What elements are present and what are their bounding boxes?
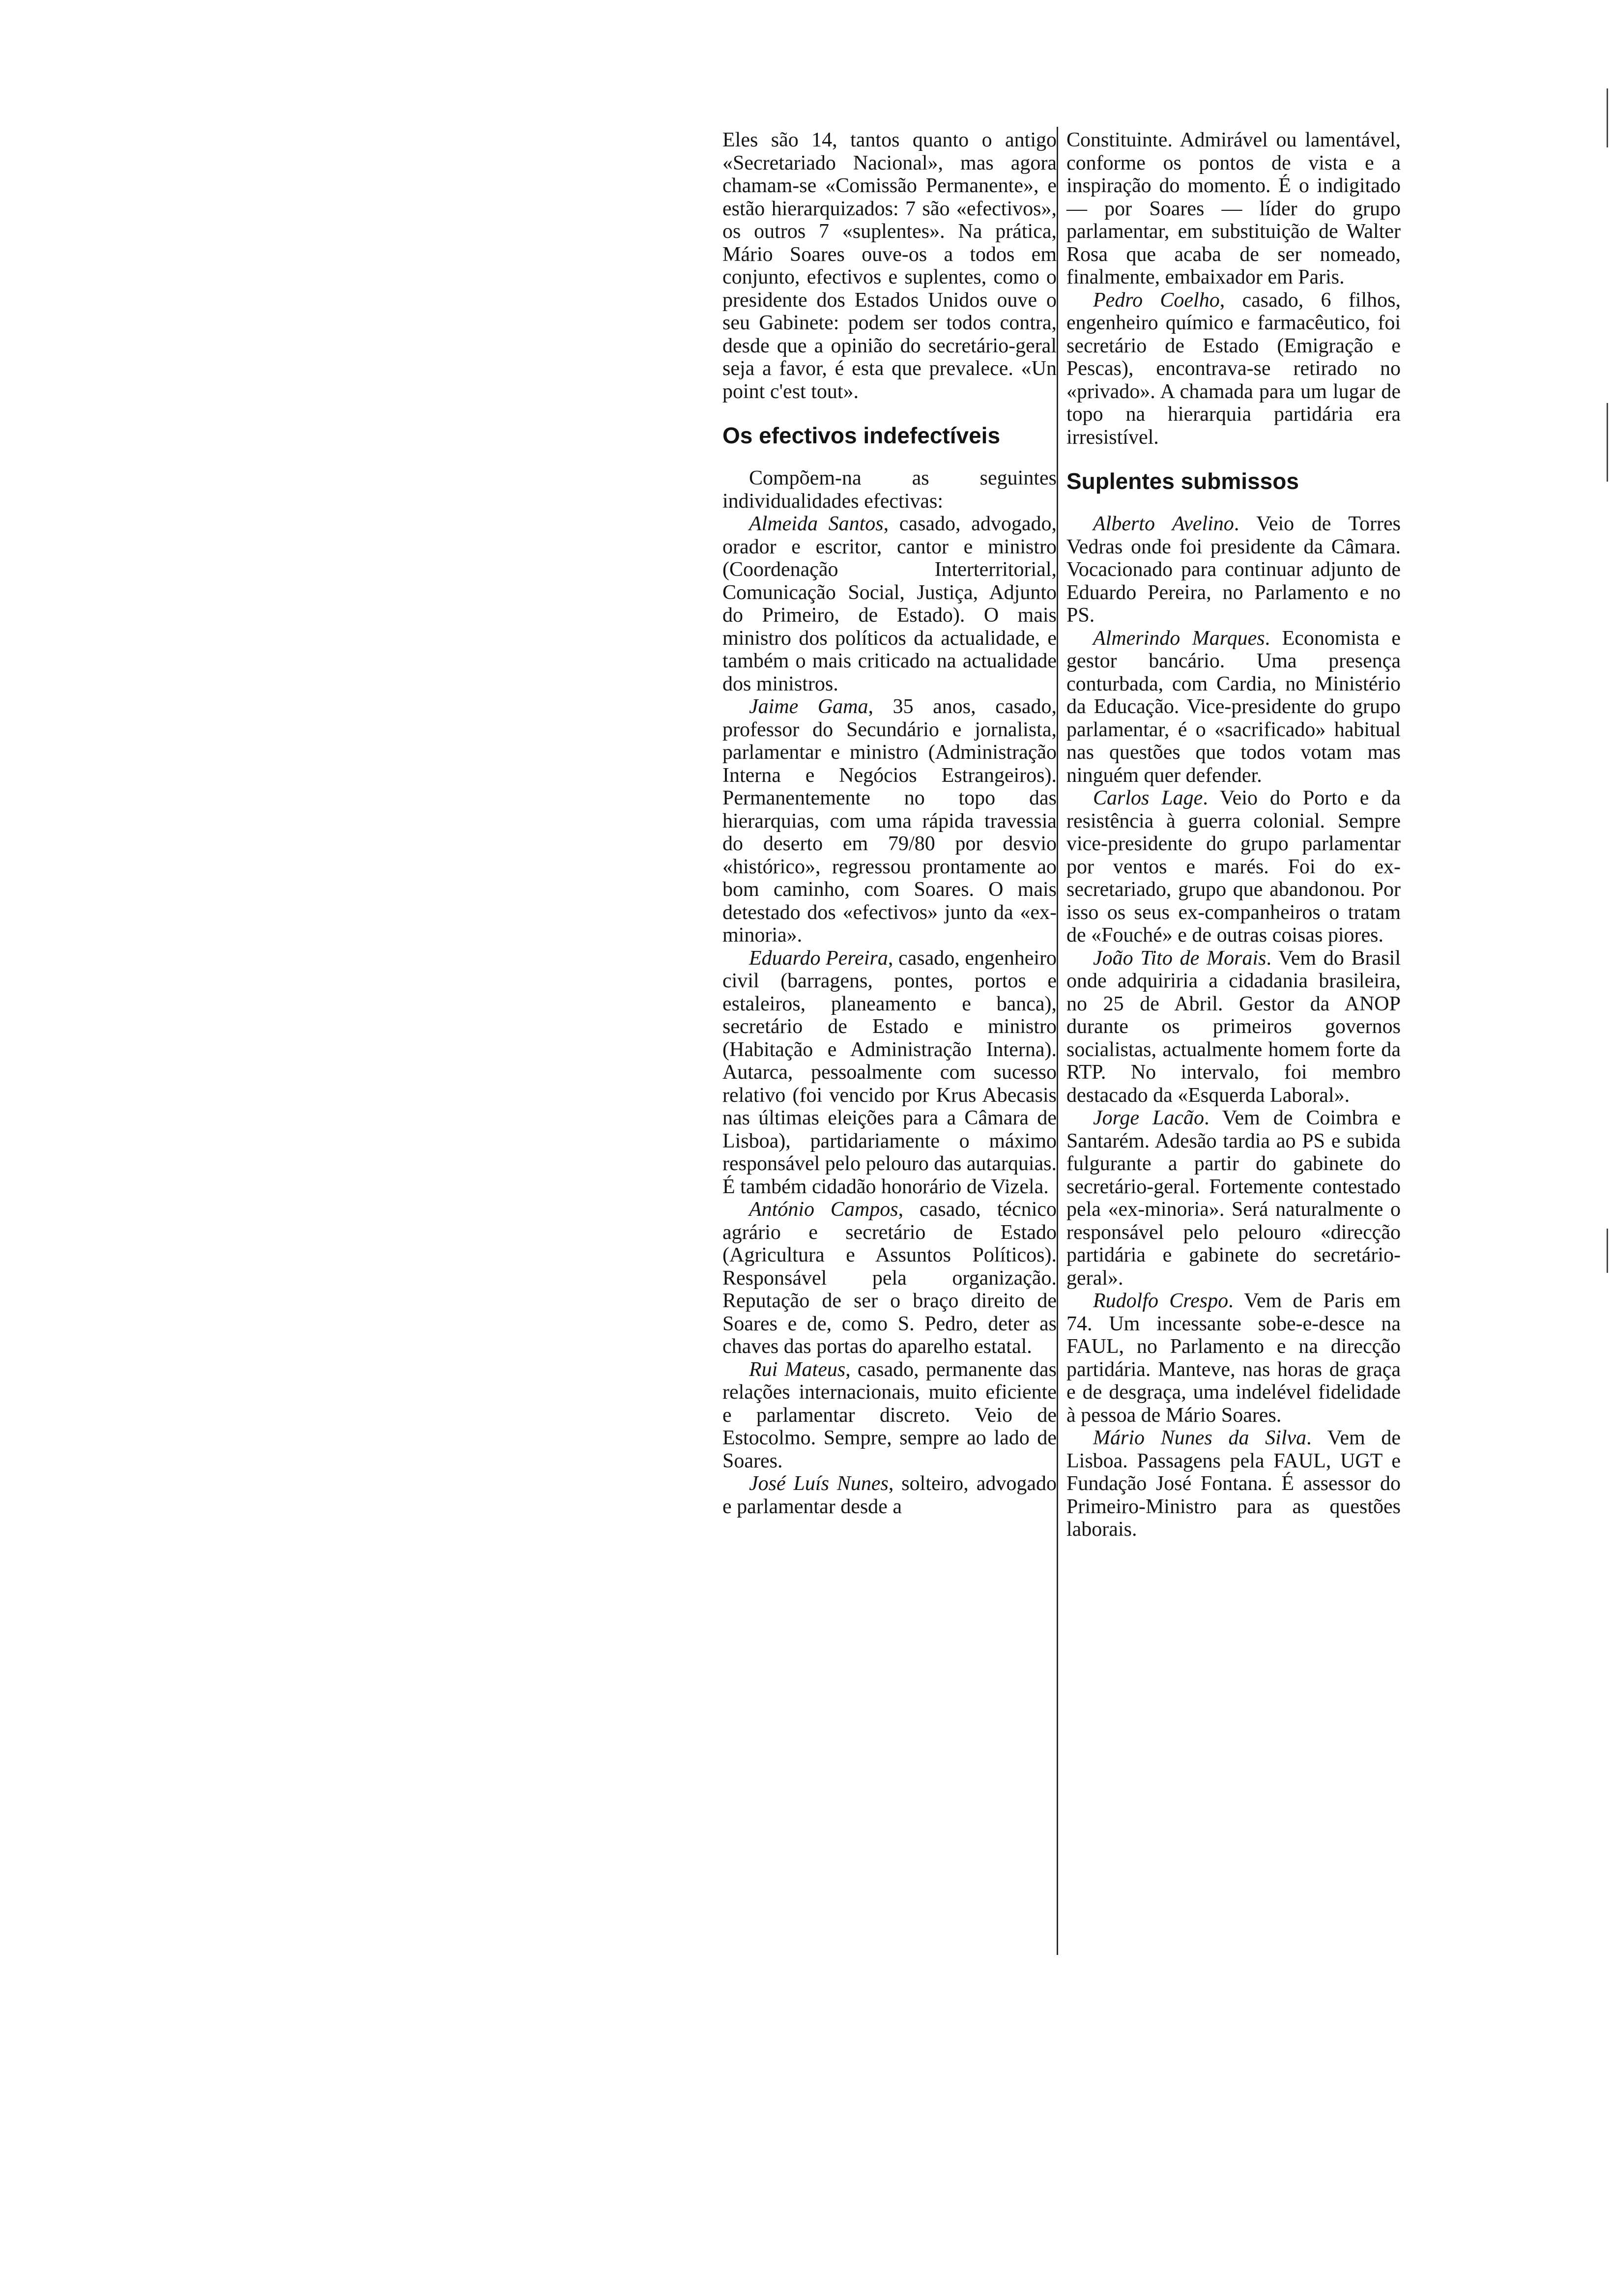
- profile-name: Alberto Avelino: [1093, 513, 1234, 535]
- profile-name: Jaime Gama: [749, 695, 868, 718]
- profile-text: . Veio do Porto e da resistência à guerra colonial. Sempre vice-presidente do grupo parlamentar por ventos e marés. Foi do ex-secretariado, grupo que abandonou. Por isso os seus ex-companheiros o tratam de «Fouché» e de outras coisas piores.: [1066, 787, 1401, 947]
- profile-entry: [1066, 787, 1401, 947]
- profile-text: . Vem de Lisboa. Passagens pela FAUL, UGT e Fundação José Fontana. É assessor do Primeiro-Ministro para as questões laborais.: [1066, 1427, 1401, 1541]
- profile-name: Mário Nunes da Silva: [1093, 1427, 1307, 1449]
- profile-entry: [722, 947, 1057, 1199]
- profile-name: Pedro Coelho: [1093, 288, 1220, 312]
- profile-entry: [1066, 289, 1401, 449]
- profile-text: . Vem de Paris em 74. Um incessante sobe-e-desce na FAUL, no Parlamento e na direcção partidária. Manteve, nas horas de graça e de desgraça, uma indelével fidelidade à pessoa de Mário Soares.: [1066, 1290, 1401, 1427]
- profile-text: , solteiro, advogado e parlamentar desde a: [722, 1472, 1057, 1518]
- profile-text: . Vem do Brasil onde adquiriria a cidadania brasileira, no 25 de Abril. Gestor da ANOP durante os primeiros governos socialistas, actualmente homem forte da RTP. No intervalo, foi membro destacado da «Esquerda Laboral».: [1066, 947, 1401, 1107]
- section-heading-efectivos: Os efectivos indefectíveis: [722, 423, 1001, 448]
- profile-name: Almerindo Marques: [1093, 627, 1265, 650]
- page-edge-mark: [1607, 88, 1608, 147]
- left-column: [722, 129, 1057, 1518]
- page-edge-mark: [1607, 403, 1608, 482]
- profile-name: Almeida Santos: [749, 513, 884, 535]
- lead-paragraph: Compõem-na as seguintes individualidades efectivas:: [722, 467, 1057, 513]
- profile-name: Eduardo Pereira: [749, 947, 888, 970]
- profile-entry: [1066, 627, 1401, 787]
- profile-entry: [722, 1198, 1057, 1358]
- profile-text: , casado, engenheiro civil (barragens, pontes, portos e estaleiros, planeamento e banca), secretário de Estado e ministro (Habitação e Administração Interna). Autarca, pessoalmente com sucesso relativo (foi vencido por Krus Abecasis nas últimas eleições para a Câmara de Lisboa), partidariamente o máximo responsável pelo pelouro das autarquias. É também cidadão honorário de Vizela.: [722, 947, 1057, 1198]
- profile-name: Carlos Lage: [1093, 787, 1203, 809]
- profile-text: . Veio de Torres Vedras onde foi presidente da Câmara. Vocacionado para continuar adjunto de Eduardo Pereira, no Parlamento e no PS.: [1066, 513, 1401, 627]
- column-divider: [1057, 127, 1058, 1955]
- profile-entry: [1066, 947, 1401, 1107]
- profile-name: Jorge Lacão: [1093, 1107, 1205, 1129]
- profile-entry: [722, 513, 1057, 695]
- profile-text: , 35 anos, casado, professor do Secundário e jornalista, parlamentar e ministro (Administração Interna e Negócios Estrangeiros). Permanentemente no topo das hierarquias, com uma rápida travessia do deserto em 79/80 por desvio «histórico», regressou prontamente ao bom caminho, com Soares. O mais detestado dos «efectivos» junto da «ex-minoria».: [722, 695, 1057, 947]
- profile-entry: [1066, 1107, 1401, 1290]
- continuation-paragraph: Constituinte. Admirável ou lamentável, conforme os pontos de vista e a inspiração do momento. É o indigitado — por Soares — líder do grupo parlamentar, em substituição de Walter Rosa que acaba de ser nomeado, finalmente, embaixador em Paris.: [1066, 129, 1401, 288]
- profile-name: Rudolfo Crespo: [1093, 1290, 1229, 1312]
- profile-entry: [1066, 513, 1401, 627]
- profile-text: . Vem de Coimbra e Santarém. Adesão tardia ao PS e subida fulgurante a partir do gabinete do secretário-geral. Fortemente contestado pela «ex-minoria». Será naturalmente o responsável pelo pelouro «direcção partidária e gabinete do secretário-geral».: [1066, 1107, 1401, 1290]
- intro-paragraph: Eles são 14, tantos quanto o antigo «Secretariado Nacional», mas agora chamam-se «Comissão Permanente», e estão hierarquizados: 7 são «efectivos», os outros 7 «suplentes». Na prática, Mário Soares ouve-os a todos em conjunto, efectivos e suplentes, como o presidente dos Estados Unidos ouve o seu Gabinete: podem ser todos contra, desde que a opinião do secretário-geral seja a favor, é esta que prevalece. «Un point c'est tout».: [722, 129, 1057, 403]
- profile-text: , casado, advogado, orador e escritor, cantor e ministro (Coordenação Interterritorial, Comunicação Social, Justiça, Adjunto do Primeiro, de Estado). O mais ministro dos políticos da actualidade, e também o mais criticado na actualidade dos ministros.: [722, 513, 1057, 695]
- profile-name: José Luís Nunes: [749, 1472, 889, 1495]
- profile-entry: [722, 1358, 1057, 1473]
- profile-text: . Economista e gestor bancário. Uma presença conturbada, com Cardia, no Ministério da Educação. Vice-presidente do grupo parlamentar, é o «sacrificado» habitual nas questões que todos votam mas ninguém quer defender.: [1066, 627, 1401, 787]
- profile-name: António Campos: [749, 1198, 898, 1221]
- profile-name: João Tito de Morais: [1093, 947, 1267, 970]
- profile-name: Rui Mateus: [749, 1358, 846, 1381]
- profile-entry: [1066, 1290, 1401, 1427]
- page-edge-mark: [1607, 1229, 1608, 1273]
- profile-text: , casado, 6 filhos, engenheiro químico e farmacêutico, foi secretário de Estado (Emigração e Pescas), encontrava-se retirado no «privado». A chamada para um lugar de topo na hierarquia partidária era irresistível.: [1066, 288, 1401, 449]
- profile-text: , casado, técnico agrário e secretário de Estado (Agricultura e Assuntos Políticos). Responsável pela organização. Reputação de ser o braço direito de Soares e de, como S. Pedro, deter as chaves das portas do aparelho estatal.: [722, 1198, 1057, 1358]
- section-heading-suplentes: Suplentes submissos: [1066, 468, 1299, 494]
- profile-entry: [722, 695, 1057, 947]
- profile-entry: [722, 1472, 1057, 1518]
- profile-text: , casado, permanente das relações internacionais, muito eficiente e parlamentar discreto. Veio de Estocolmo. Sempre, sempre ao lado de Soares.: [722, 1358, 1057, 1472]
- profile-entry: [1066, 1427, 1401, 1541]
- right-column: [1066, 129, 1401, 1541]
